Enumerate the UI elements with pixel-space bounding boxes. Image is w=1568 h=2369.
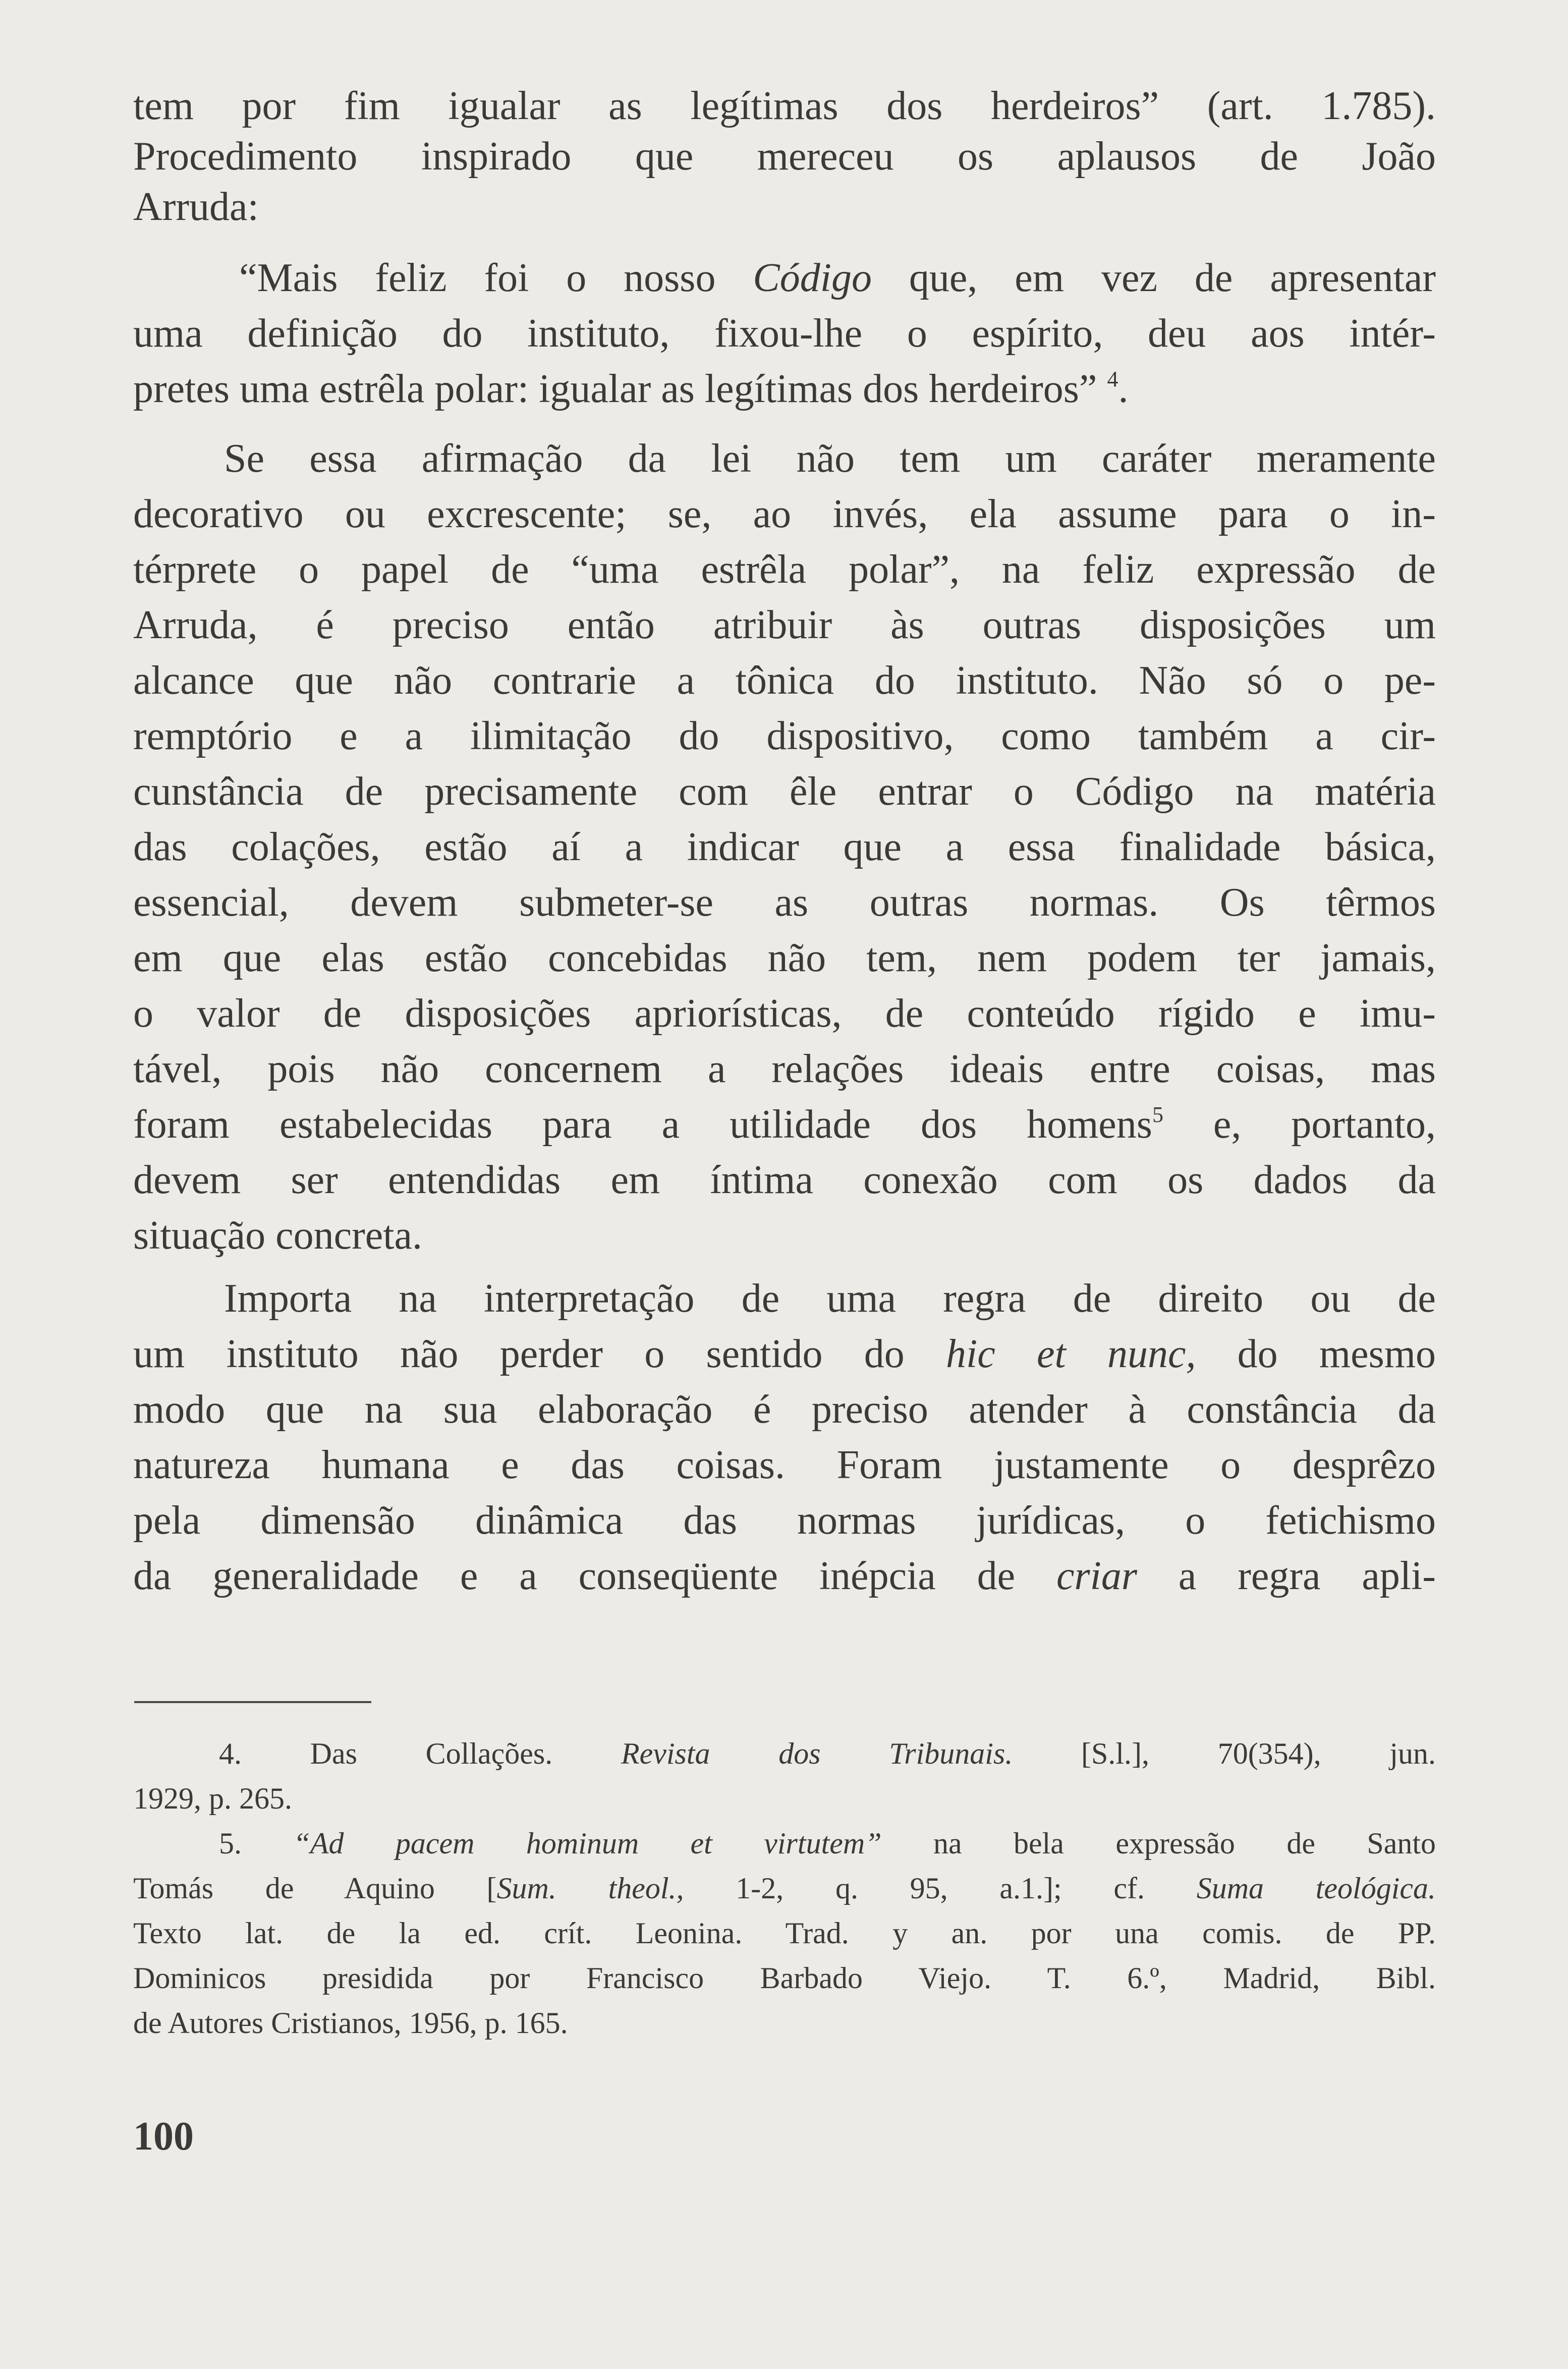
- text-line: Arruda, é preciso então atribuir às outras disposições um: [133, 603, 1436, 647]
- page-number: 100: [133, 2114, 194, 2159]
- text-segment: .: [1118, 367, 1129, 411]
- paragraph-3: [133, 1271, 1436, 1604]
- text-line: Importa na interpretação de uma regra de direito ou de: [224, 1276, 1436, 1321]
- italic-text: Código: [753, 256, 872, 300]
- text-line: [133, 1821, 1436, 1866]
- footnote-ref: 4: [1107, 367, 1118, 392]
- text-segment: foram estabelecidas para a utilidade dos homens: [133, 1102, 1152, 1147]
- text-line: [133, 1548, 1436, 1604]
- text-line: o valor de disposições apriorísticas, de conteúdo rígido e imu-: [133, 991, 1436, 1036]
- text-line: Se essa afirmação da lei não tem um caráter meramente: [224, 436, 1436, 481]
- italic-text: Revista dos Tribunais.: [621, 1737, 1013, 1770]
- text-line: natureza humana e das coisas. Foram justamente o desprêzo: [133, 1443, 1436, 1487]
- text-line: modo que na sua elaboração é preciso atender à constância da: [133, 1387, 1436, 1432]
- text-segment: “Mais feliz foi o nosso: [239, 256, 753, 300]
- text-line: cunstância de precisamente com êle entrar o Código na matéria: [133, 769, 1436, 814]
- footnote-divider: [134, 1701, 371, 1703]
- text-line: 1929, p. 265.: [133, 1782, 292, 1815]
- text-line: de Autores Cristianos, 1956, p. 165.: [133, 2006, 568, 2040]
- block-quote: [133, 250, 1436, 417]
- text-line: em que elas estão concebidas não tem, nem podem ter jamais,: [133, 936, 1436, 980]
- text-segment: Tomás de Aquino [: [133, 1872, 497, 1905]
- text-line: [133, 250, 1436, 306]
- text-segment: e, portanto,: [1163, 1102, 1436, 1147]
- footnote-ref: 5: [1152, 1102, 1163, 1127]
- text-line: Texto lat. de la ed. crít. Leonina. Trad. y an. por una comis. de PP.: [133, 1916, 1436, 1950]
- text-segment: que, em vez de apresentar: [871, 256, 1436, 300]
- italic-text: hic et nunc,: [946, 1332, 1196, 1376]
- text-segment: 1-2, q. 95, a.1.]; cf.: [684, 1872, 1197, 1905]
- text-line: [133, 361, 1436, 417]
- text-segment: um instituto não perder o sentido do: [133, 1332, 946, 1376]
- italic-text: “Ad pacem hominum et virtutem”: [293, 1827, 882, 1860]
- text-line: [133, 1731, 1436, 1776]
- text-line: Procedimento inspirado que mereceu os aplausos de João: [133, 134, 1436, 179]
- text-segment: da generalidade e a conseqüente inépcia de: [133, 1554, 1057, 1598]
- text-segment: [S.l.], 70(354), jun.: [1013, 1737, 1436, 1770]
- text-line: Arruda:: [133, 185, 259, 229]
- text-line: alcance que não contrarie a tônica do instituto. Não só o pe-: [133, 658, 1436, 703]
- text-line: Dominicos presidida por Francisco Barbado Viejo. T. 6.º, Madrid, Bibl.: [133, 1961, 1436, 1995]
- text-line: essencial, devem submeter-se as outras normas. Os têrmos: [133, 880, 1436, 925]
- text-segment: do mesmo: [1196, 1332, 1436, 1376]
- text-line: situação concreta.: [133, 1213, 423, 1258]
- footnotes: [133, 1731, 1436, 2046]
- text-line: pela dimensão dinâmica das normas jurídicas, o fetichismo: [133, 1498, 1436, 1543]
- text-line: decorativo ou excrescente; se, ao invés, ela assume para o in-: [133, 492, 1436, 536]
- text-line: devem ser entendidas em íntima conexão com os dados da: [133, 1158, 1436, 1202]
- text-line: remptório e a ilimitação do dispositivo, como também a cir-: [133, 714, 1436, 758]
- text-line: tável, pois não concernem a relações ideais entre coisas, mas: [133, 1047, 1436, 1091]
- italic-text: Suma teológica.: [1196, 1872, 1436, 1905]
- italic-text: criar: [1056, 1554, 1138, 1598]
- text-line: térprete o papel de “uma estrêla polar”, na feliz expressão de: [133, 547, 1436, 592]
- text-segment: pretes uma estrêla polar: igualar as legítimas dos herdeiros”: [133, 367, 1107, 411]
- text-line: [133, 1326, 1436, 1382]
- text-line: das colações, estão aí a indicar que a essa finalidade básica,: [133, 825, 1436, 869]
- paragraph-2: [133, 431, 1436, 1263]
- text-segment: 5.: [219, 1827, 294, 1860]
- text-line: tem por fim igualar as legítimas dos herdeiros” (art. 1.785).: [133, 84, 1436, 128]
- text-segment: na bela expressão de Santo: [881, 1827, 1436, 1860]
- text-line: [133, 1866, 1436, 1911]
- intro-paragraph: [133, 81, 1436, 232]
- text-segment: 4. Das Collações.: [219, 1737, 621, 1770]
- text-line: uma definição do instituto, fixou-lhe o espírito, deu aos intér-: [133, 311, 1436, 356]
- italic-text: Sum. theol.,: [496, 1872, 684, 1905]
- text-line: [133, 1097, 1436, 1152]
- text-segment: a regra apli-: [1137, 1554, 1436, 1598]
